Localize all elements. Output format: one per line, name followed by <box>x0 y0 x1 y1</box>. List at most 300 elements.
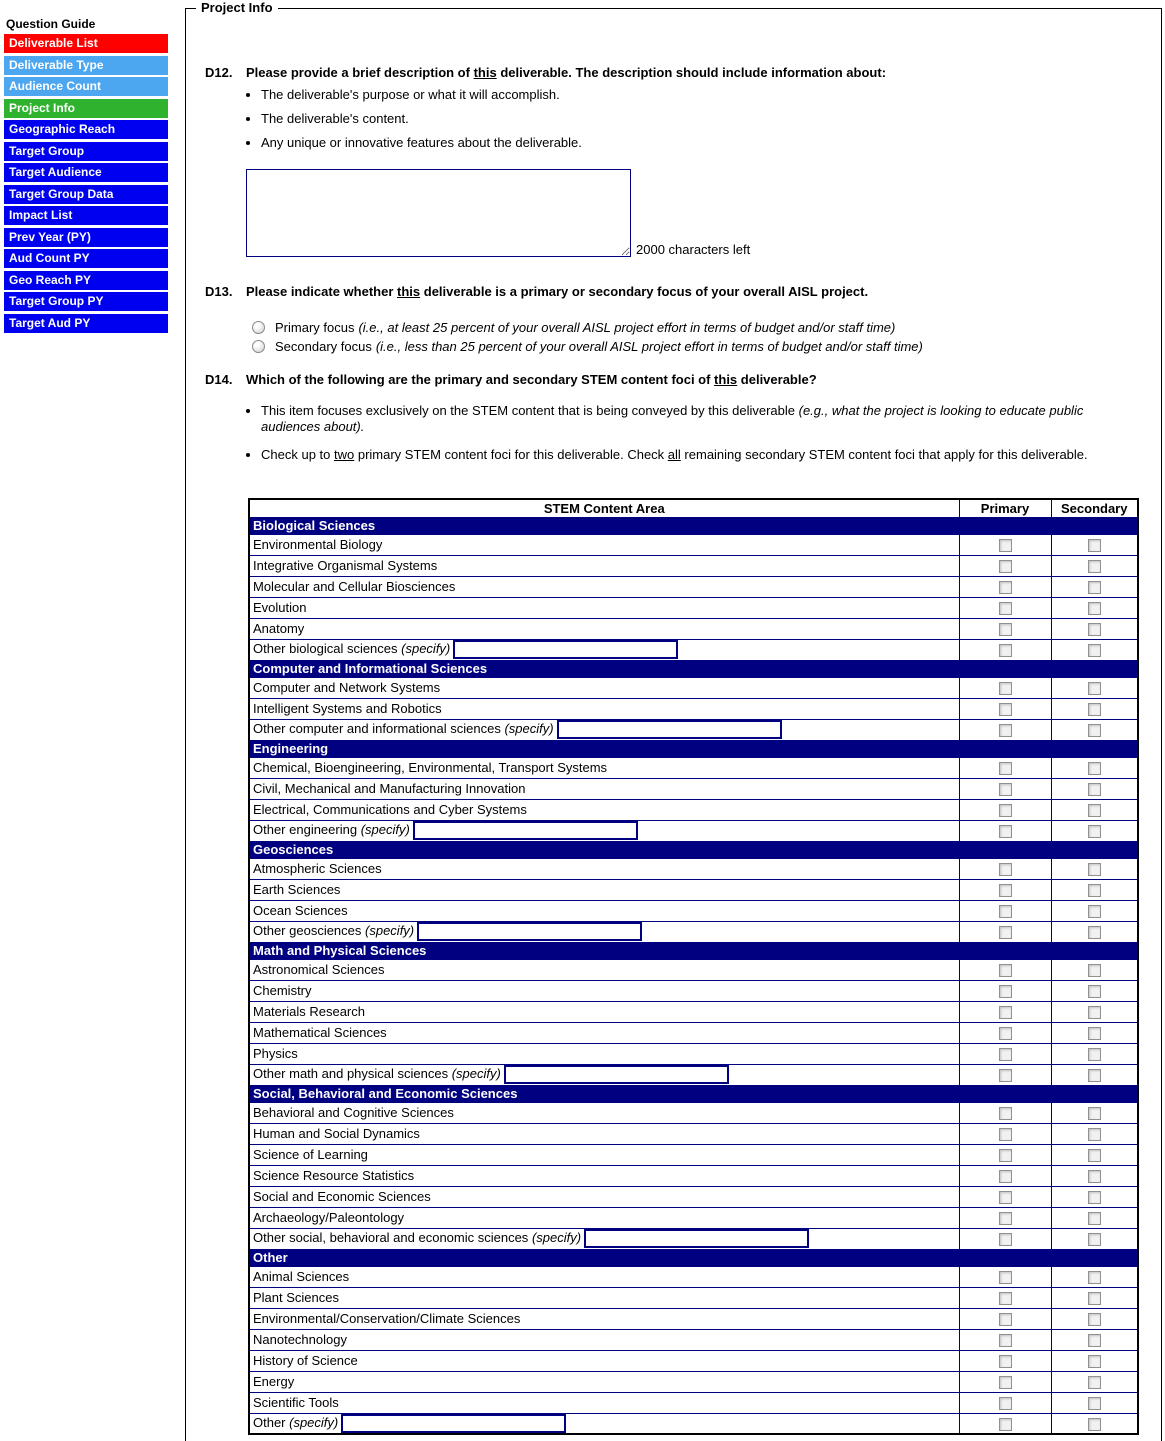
table-row-computer-and-network-systems <box>249 677 1138 698</box>
primary-checkbox-cell <box>959 719 1051 740</box>
secondary-checkbox-cell <box>1051 959 1138 980</box>
secondary-checkbox[interactable] <box>1088 1292 1101 1305</box>
sidebar-item-geographic-reach[interactable]: Geographic Reach <box>4 120 168 139</box>
primary-checkbox-cell <box>959 618 1051 639</box>
table-row-animal-sciences <box>249 1266 1138 1287</box>
table-row-other-geosciences <box>249 921 1138 942</box>
secondary-checkbox-cell <box>1051 820 1138 841</box>
secondary-checkbox-cell <box>1051 677 1138 698</box>
secondary-checkbox-cell <box>1051 900 1138 921</box>
secondary-checkbox-cell <box>1051 1392 1138 1413</box>
table-row-materials-research <box>249 1001 1138 1022</box>
section-title: Social, Behavioral and Economic Sciences <box>249 1085 1138 1102</box>
primary-checkbox[interactable] <box>999 905 1012 918</box>
secondary-checkbox[interactable] <box>1088 825 1101 838</box>
primary-checkbox[interactable] <box>999 602 1012 615</box>
row-label: Ocean Sciences <box>249 900 959 921</box>
specify-label: (specify) <box>401 640 451 656</box>
primary-checkbox-cell <box>959 1350 1051 1371</box>
specify-input-other-engineering[interactable] <box>413 821 638 840</box>
primary-checkbox-cell <box>959 820 1051 841</box>
section-title: Biological Sciences <box>249 517 1138 534</box>
table-row-earth-sciences <box>249 879 1138 900</box>
secondary-checkbox-cell <box>1051 1266 1138 1287</box>
primary-checkbox[interactable] <box>999 762 1012 775</box>
primary-checkbox-cell <box>959 757 1051 778</box>
table-row-other-computer-and-informational-sciences <box>249 719 1138 740</box>
primary-checkbox[interactable] <box>999 964 1012 977</box>
table-row-environmental-conservation-climate-sciences <box>249 1308 1138 1329</box>
secondary-checkbox-cell <box>1051 1329 1138 1350</box>
panel-legend: Project Info <box>196 0 278 15</box>
d12-bullet: • The deliverable's purpose or what it will accomplish. <box>261 87 582 102</box>
secondary-checkbox[interactable] <box>1088 1376 1101 1389</box>
primary-checkbox[interactable] <box>999 560 1012 573</box>
row-label: Science of Learning <box>249 1144 959 1165</box>
secondary-checkbox[interactable] <box>1088 539 1101 552</box>
primary-checkbox-cell <box>959 1123 1051 1144</box>
secondary-checkbox-cell <box>1051 719 1138 740</box>
secondary-checkbox-cell <box>1051 618 1138 639</box>
sidebar-item-geo-reach-py[interactable]: Geo Reach PY <box>4 271 168 290</box>
row-label: Plant Sciences <box>249 1287 959 1308</box>
section-row-social-behavioral-and-economic-sciences <box>249 1085 1138 1102</box>
secondary-checkbox-cell <box>1051 1102 1138 1123</box>
secondary-checkbox-cell <box>1051 1001 1138 1022</box>
row-label: Environmental/Conservation/Climate Sciences <box>249 1308 959 1329</box>
primary-checkbox[interactable] <box>999 539 1012 552</box>
sidebar-item-project-info[interactable]: Project Info <box>4 99 168 118</box>
primary-checkbox-cell <box>959 639 1051 660</box>
section-title: Computer and Informational Sciences <box>249 660 1138 677</box>
secondary-checkbox[interactable] <box>1088 1313 1101 1326</box>
specify-input-other-math-and-physical-sciences[interactable] <box>504 1065 729 1084</box>
row-label: Other engineering (specify) <box>249 820 959 841</box>
specify-label: (specify) <box>504 720 554 736</box>
row-label: Nanotechnology <box>249 1329 959 1350</box>
primary-checkbox-cell <box>959 555 1051 576</box>
primary-checkbox-cell <box>959 1371 1051 1392</box>
table-row-evolution <box>249 597 1138 618</box>
primary-checkbox[interactable] <box>999 884 1012 897</box>
primary-checkbox-cell <box>959 1392 1051 1413</box>
sidebar-item-prev-year-py[interactable]: Prev Year (PY) <box>4 228 168 247</box>
section-row-engineering <box>249 740 1138 757</box>
table-row-science-of-learning <box>249 1144 1138 1165</box>
secondary-checkbox[interactable] <box>1088 804 1101 817</box>
primary-checkbox-cell <box>959 778 1051 799</box>
secondary-checkbox-cell <box>1051 1123 1138 1144</box>
specify-label: (specify) <box>365 922 415 938</box>
secondary-checkbox[interactable] <box>1088 1418 1101 1431</box>
secondary-checkbox[interactable] <box>1088 964 1101 977</box>
secondary-checkbox-cell <box>1051 1350 1138 1371</box>
table-row-other-social-behavioral-and-economic-sciences <box>249 1228 1138 1249</box>
row-label: Civil, Mechanical and Manufacturing Innovation <box>249 778 959 799</box>
d13-options <box>252 318 923 356</box>
secondary-checkbox[interactable] <box>1088 783 1101 796</box>
question-d14-text: Which of the following are the primary and secondary STEM content foci of this deliverable? <box>246 372 817 387</box>
table-row-electrical-communications-and-cyber-systems <box>249 799 1138 820</box>
row-label: Intelligent Systems and Robotics <box>249 698 959 719</box>
characters-left-note: 2000 characters left <box>636 242 751 257</box>
secondary-checkbox[interactable] <box>1088 1191 1101 1204</box>
description-textarea[interactable] <box>246 169 631 257</box>
secondary-checkbox-cell <box>1051 698 1138 719</box>
sidebar-item-impact-list[interactable]: Impact List <box>4 206 168 225</box>
secondary-checkbox[interactable] <box>1088 1027 1101 1040</box>
specify-label: (specify) <box>289 1414 339 1430</box>
secondary-checkbox-cell <box>1051 1207 1138 1228</box>
primary-checkbox-cell <box>959 799 1051 820</box>
secondary-checkbox-cell <box>1051 597 1138 618</box>
table-row-science-resource-statistics <box>249 1165 1138 1186</box>
row-label: Materials Research <box>249 1001 959 1022</box>
row-label: Archaeology/Paleontology <box>249 1207 959 1228</box>
primary-checkbox-cell <box>959 858 1051 879</box>
primary-checkbox-cell <box>959 1144 1051 1165</box>
secondary-checkbox-cell <box>1051 1043 1138 1064</box>
secondary-checkbox[interactable] <box>1088 1069 1101 1082</box>
primary-checkbox[interactable] <box>999 623 1012 636</box>
sidebar-item-target-aud-py[interactable]: Target Aud PY <box>4 314 168 333</box>
secondary-checkbox[interactable] <box>1088 926 1101 939</box>
stem-table-body <box>249 517 1138 1434</box>
primary-checkbox[interactable] <box>999 863 1012 876</box>
secondary-checkbox-cell <box>1051 1022 1138 1043</box>
table-row-environmental-biology <box>249 534 1138 555</box>
row-label: Chemistry <box>249 980 959 1001</box>
row-label: Evolution <box>249 597 959 618</box>
d14-bullet: • Check up to two primary STEM content foci for this deliverable. Check all remaining secondary STEM content foci that apply for this deliverable. <box>261 447 1104 463</box>
table-row-plant-sciences <box>249 1287 1138 1308</box>
row-label: Science Resource Statistics <box>249 1165 959 1186</box>
table-row-social-and-economic-sciences <box>249 1186 1138 1207</box>
primary-checkbox-cell <box>959 959 1051 980</box>
primary-checkbox-cell <box>959 597 1051 618</box>
table-row-human-and-social-dynamics <box>249 1123 1138 1144</box>
row-label: Human and Social Dynamics <box>249 1123 959 1144</box>
row-label: Astronomical Sciences <box>249 959 959 980</box>
primary-checkbox[interactable] <box>999 1292 1012 1305</box>
secondary-checkbox-cell <box>1051 1144 1138 1165</box>
primary-checkbox-cell <box>959 1102 1051 1123</box>
table-row-other <box>249 1413 1138 1434</box>
secondary-checkbox-cell <box>1051 879 1138 900</box>
secondary-checkbox[interactable] <box>1088 1397 1101 1410</box>
primary-checkbox[interactable] <box>999 1149 1012 1162</box>
question-d13-number: D13. <box>205 284 233 299</box>
row-label: Other computer and informational sciences (specify) <box>249 719 959 740</box>
secondary-checkbox[interactable] <box>1088 623 1101 636</box>
row-label: Atmospheric Sciences <box>249 858 959 879</box>
secondary-checkbox-cell <box>1051 778 1138 799</box>
secondary-checkbox-cell <box>1051 757 1138 778</box>
secondary-checkbox-cell <box>1051 555 1138 576</box>
sidebar-item-audience-count[interactable]: Audience Count <box>4 77 168 96</box>
row-label: Social and Economic Sciences <box>249 1186 959 1207</box>
table-row-history-of-science <box>249 1350 1138 1371</box>
sidebar-item-deliverable-type[interactable]: Deliverable Type <box>4 56 168 75</box>
primary-checkbox[interactable] <box>999 1334 1012 1347</box>
secondary-checkbox[interactable] <box>1088 762 1101 775</box>
primary-checkbox-cell <box>959 879 1051 900</box>
question-d14-number: D14. <box>205 372 233 387</box>
table-row-behavioral-and-cognitive-sciences <box>249 1102 1138 1123</box>
section-row-biological-sciences <box>249 517 1138 534</box>
secondary-checkbox-cell <box>1051 534 1138 555</box>
secondary-checkbox[interactable] <box>1088 905 1101 918</box>
primary-checkbox-cell <box>959 1043 1051 1064</box>
primary-checkbox[interactable] <box>999 783 1012 796</box>
primary-checkbox-cell <box>959 921 1051 942</box>
table-row-integrative-organismal-systems <box>249 555 1138 576</box>
section-row-computer-and-informational-sciences <box>249 660 1138 677</box>
question-guide-sidebar <box>4 17 168 335</box>
primary-checkbox-cell <box>959 576 1051 597</box>
primary-checkbox-cell <box>959 900 1051 921</box>
secondary-checkbox[interactable] <box>1088 602 1101 615</box>
row-label: Other geosciences (specify) <box>249 921 959 942</box>
secondary-checkbox-cell <box>1051 921 1138 942</box>
secondary-checkbox-cell <box>1051 1186 1138 1207</box>
primary-checkbox[interactable] <box>999 825 1012 838</box>
secondary-checkbox-cell <box>1051 1371 1138 1392</box>
secondary-checkbox-cell <box>1051 576 1138 597</box>
specify-input-other-social-behavioral-and-economic-sciences[interactable] <box>584 1229 809 1248</box>
option-label: Secondary focus <box>275 339 372 354</box>
primary-checkbox[interactable] <box>999 1107 1012 1120</box>
row-label: Physics <box>249 1043 959 1064</box>
primary-checkbox-cell <box>959 677 1051 698</box>
primary-checkbox[interactable] <box>999 1170 1012 1183</box>
question-d14 <box>205 372 817 387</box>
secondary-checkbox-cell <box>1051 1165 1138 1186</box>
secondary-checkbox-cell <box>1051 799 1138 820</box>
row-label: Other biological sciences (specify) <box>249 639 959 660</box>
table-row-civil-mechanical-and-manufacturing-innovation <box>249 778 1138 799</box>
option-secondary-focus <box>252 337 923 356</box>
primary-checkbox-cell <box>959 1207 1051 1228</box>
primary-checkbox[interactable] <box>999 1313 1012 1326</box>
primary-checkbox-cell <box>959 534 1051 555</box>
row-label: Energy <box>249 1371 959 1392</box>
primary-checkbox-cell <box>959 1287 1051 1308</box>
row-label: Other (specify) <box>249 1413 959 1434</box>
secondary-checkbox-cell <box>1051 980 1138 1001</box>
specify-input-other-geosciences[interactable] <box>417 922 642 941</box>
row-label: Animal Sciences <box>249 1266 959 1287</box>
sidebar-title: Question Guide <box>6 17 96 31</box>
table-row-mathematical-sciences <box>249 1022 1138 1043</box>
secondary-checkbox-cell <box>1051 1287 1138 1308</box>
sidebar-item-target-group[interactable]: Target Group <box>4 142 168 161</box>
primary-checkbox-cell <box>959 1228 1051 1249</box>
primary-checkbox-cell <box>959 1413 1051 1434</box>
row-label: Computer and Network Systems <box>249 677 959 698</box>
primary-focus-radio[interactable] <box>252 321 265 334</box>
specify-label: (specify) <box>531 1229 582 1245</box>
sidebar-items <box>4 34 168 333</box>
row-label: Other math and physical sciences (specify) <box>249 1064 959 1085</box>
section-title: Other <box>249 1249 1138 1266</box>
row-label: Earth Sciences <box>249 879 959 900</box>
row-label: Molecular and Cellular Biosciences <box>249 576 959 597</box>
secondary-focus-radio[interactable] <box>252 340 265 353</box>
secondary-checkbox[interactable] <box>1088 1048 1101 1061</box>
table-row-molecular-and-cellular-biosciences <box>249 576 1138 597</box>
primary-checkbox-cell <box>959 980 1051 1001</box>
section-row-math-and-physical-sciences <box>249 942 1138 959</box>
question-d13 <box>205 284 868 299</box>
primary-checkbox[interactable] <box>999 581 1012 594</box>
row-label: Chemical, Bioengineering, Environmental, Transport Systems <box>249 757 959 778</box>
secondary-checkbox[interactable] <box>1088 703 1101 716</box>
secondary-checkbox[interactable] <box>1088 1170 1101 1183</box>
table-row-chemical-bioengineering-environmental-transport-systems <box>249 757 1138 778</box>
secondary-checkbox[interactable] <box>1088 560 1101 573</box>
project-info-panel <box>185 0 1162 1441</box>
secondary-checkbox-cell <box>1051 1413 1138 1434</box>
primary-checkbox[interactable] <box>999 1376 1012 1389</box>
row-label: Other social, behavioral and economic sciences (specify) <box>249 1228 959 1249</box>
secondary-checkbox[interactable] <box>1088 581 1101 594</box>
primary-checkbox[interactable] <box>999 1006 1012 1019</box>
table-row-scientific-tools <box>249 1392 1138 1413</box>
table-row-chemistry <box>249 980 1138 1001</box>
section-row-other <box>249 1249 1138 1266</box>
table-row-other-math-and-physical-sciences <box>249 1064 1138 1085</box>
primary-checkbox[interactable] <box>999 682 1012 695</box>
table-row-nanotechnology <box>249 1329 1138 1350</box>
table-row-astronomical-sciences <box>249 959 1138 980</box>
secondary-checkbox[interactable] <box>1088 1107 1101 1120</box>
section-row-geosciences <box>249 841 1138 858</box>
primary-checkbox[interactable] <box>999 1191 1012 1204</box>
primary-checkbox-cell <box>959 1266 1051 1287</box>
primary-checkbox[interactable] <box>999 1355 1012 1368</box>
section-title: Math and Physical Sciences <box>249 942 1138 959</box>
primary-checkbox-cell <box>959 1064 1051 1085</box>
d12-bullet-list <box>246 87 582 159</box>
specify-input-other[interactable] <box>341 1414 566 1433</box>
primary-checkbox-cell <box>959 1308 1051 1329</box>
question-d13-text: Please indicate whether this deliverable is a primary or secondary focus of your overall AISL project. <box>246 284 869 299</box>
table-row-ocean-sciences <box>249 900 1138 921</box>
section-title: Geosciences <box>249 841 1138 858</box>
primary-checkbox[interactable] <box>999 985 1012 998</box>
table-row-energy <box>249 1371 1138 1392</box>
secondary-checkbox[interactable] <box>1088 863 1101 876</box>
secondary-checkbox[interactable] <box>1088 1149 1101 1162</box>
column-header-secondary: Secondary <box>1051 499 1138 517</box>
specify-label: (specify) <box>360 821 410 837</box>
primary-checkbox[interactable] <box>999 1128 1012 1141</box>
primary-checkbox[interactable] <box>999 1048 1012 1061</box>
secondary-checkbox[interactable] <box>1088 1128 1101 1141</box>
row-label: Mathematical Sciences <box>249 1022 959 1043</box>
primary-checkbox-cell <box>959 1329 1051 1350</box>
row-label: History of Science <box>249 1350 959 1371</box>
secondary-checkbox[interactable] <box>1088 1334 1101 1347</box>
option-note: (i.e., less than 25 percent of your overall AISL project effort in terms of budget and/or staff time) <box>375 339 923 354</box>
primary-checkbox[interactable] <box>999 724 1012 737</box>
primary-checkbox[interactable] <box>999 804 1012 817</box>
sidebar-item-target-audience[interactable]: Target Audience <box>4 163 168 182</box>
secondary-checkbox[interactable] <box>1088 1212 1101 1225</box>
d12-textarea-row <box>246 169 750 257</box>
secondary-checkbox-cell <box>1051 1064 1138 1085</box>
secondary-checkbox[interactable] <box>1088 884 1101 897</box>
column-header-stem-content-area: STEM Content Area <box>249 499 959 517</box>
primary-checkbox[interactable] <box>999 1233 1012 1246</box>
secondary-checkbox[interactable] <box>1088 1271 1101 1284</box>
stem-content-table <box>248 498 1139 1435</box>
secondary-checkbox[interactable] <box>1088 644 1101 657</box>
row-label: Scientific Tools <box>249 1392 959 1413</box>
secondary-checkbox[interactable] <box>1088 1233 1101 1246</box>
d14-bullet: • This item focuses exclusively on the STEM content that is being conveyed by this deliverable (e.g., what the project is looking to educate public audiences about). <box>261 403 1104 435</box>
row-label: Anatomy <box>249 618 959 639</box>
primary-checkbox[interactable] <box>999 1271 1012 1284</box>
primary-checkbox-cell <box>959 1022 1051 1043</box>
sidebar-item-aud-count-py[interactable]: Aud Count PY <box>4 249 168 268</box>
row-label: Behavioral and Cognitive Sciences <box>249 1102 959 1123</box>
primary-checkbox[interactable] <box>999 1027 1012 1040</box>
primary-checkbox[interactable] <box>999 644 1012 657</box>
table-row-atmospheric-sciences <box>249 858 1138 879</box>
primary-checkbox[interactable] <box>999 1069 1012 1082</box>
table-row-archaeology-paleontology <box>249 1207 1138 1228</box>
primary-checkbox[interactable] <box>999 1397 1012 1410</box>
secondary-checkbox-cell <box>1051 858 1138 879</box>
option-primary-focus <box>252 318 923 337</box>
primary-checkbox[interactable] <box>999 1212 1012 1225</box>
sidebar-item-target-group-py[interactable]: Target Group PY <box>4 292 168 311</box>
table-row-other-engineering <box>249 820 1138 841</box>
specify-label: (specify) <box>451 1065 501 1081</box>
question-d12 <box>205 65 886 80</box>
d12-bullet: • The deliverable's content. <box>261 111 582 126</box>
secondary-checkbox[interactable] <box>1088 1355 1101 1368</box>
secondary-checkbox-cell <box>1051 1228 1138 1249</box>
secondary-checkbox-cell <box>1051 1308 1138 1329</box>
table-row-anatomy <box>249 618 1138 639</box>
question-d12-number: D12. <box>205 65 233 80</box>
column-header-primary: Primary <box>959 499 1051 517</box>
sidebar-item-deliverable-list[interactable]: Deliverable List <box>4 34 168 53</box>
specify-input-other-biological-sciences[interactable] <box>453 640 678 659</box>
specify-input-other-computer-and-informational-sciences[interactable] <box>557 720 782 739</box>
table-row-physics <box>249 1043 1138 1064</box>
secondary-checkbox[interactable] <box>1088 1006 1101 1019</box>
primary-checkbox[interactable] <box>999 1418 1012 1431</box>
option-label: Primary focus <box>275 320 355 335</box>
secondary-checkbox[interactable] <box>1088 985 1101 998</box>
primary-checkbox[interactable] <box>999 926 1012 939</box>
d12-bullet: • Any unique or innovative features about the deliverable. <box>261 135 582 150</box>
secondary-checkbox[interactable] <box>1088 724 1101 737</box>
secondary-checkbox[interactable] <box>1088 682 1101 695</box>
question-d12-text: Please provide a brief description of this deliverable. The description should include information about: <box>246 65 887 80</box>
row-label: Electrical, Communications and Cyber Systems <box>249 799 959 820</box>
primary-checkbox[interactable] <box>999 703 1012 716</box>
primary-checkbox-cell <box>959 1001 1051 1022</box>
option-note: (i.e., at least 25 percent of your overall AISL project effort in terms of budget and/or staff time) <box>358 320 896 335</box>
row-label: Environmental Biology <box>249 534 959 555</box>
secondary-checkbox-cell <box>1051 639 1138 660</box>
sidebar-item-target-group-data[interactable]: Target Group Data <box>4 185 168 204</box>
